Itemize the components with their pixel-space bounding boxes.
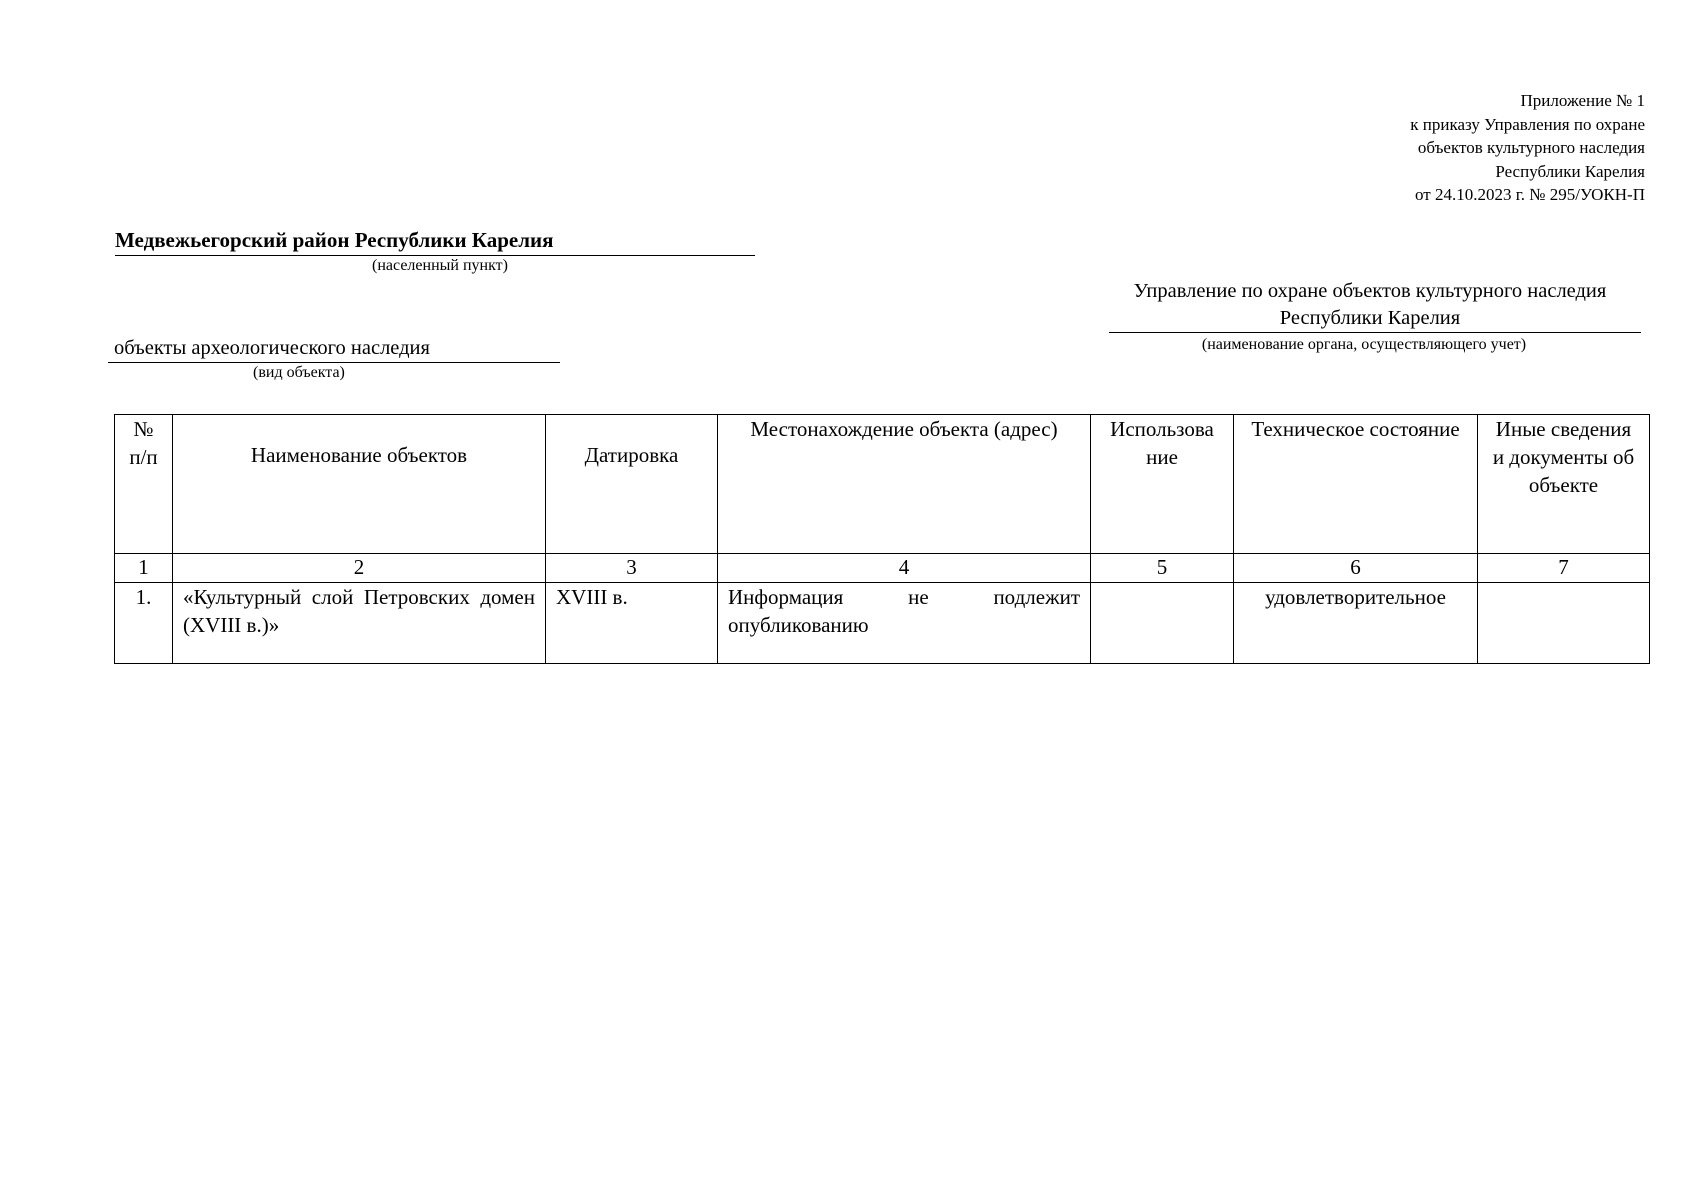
column-number-cell: 5 <box>1091 554 1234 583</box>
cell-number: 1. <box>115 583 173 664</box>
header-cell-usage: Использова ние <box>1091 415 1234 554</box>
column-number-row <box>115 554 1650 583</box>
object-type-caption: (вид объекта) <box>253 364 345 381</box>
cell-other-info <box>1478 583 1650 664</box>
object-type-value: объекты археологического наследия <box>108 335 560 363</box>
cell-condition: удовлетворительное <box>1234 583 1478 664</box>
authority-field <box>1109 278 1641 357</box>
appendix-line: от 24.10.2023 г. № 295/УОКН-П <box>1415 185 1645 204</box>
settlement-caption: (населенный пункт) <box>372 257 508 274</box>
column-number-cell: 3 <box>546 554 718 583</box>
column-number-cell: 7 <box>1478 554 1650 583</box>
objects-register-table <box>114 414 1650 664</box>
header-cell-dating: Датировка <box>546 415 718 554</box>
cell-name: «Культурный слой Петровских домен (XVIII в.)» <box>173 583 546 664</box>
header-cell-number: № п/п <box>115 415 173 554</box>
column-number-cell: 6 <box>1234 554 1478 583</box>
header-cell-other-info: Иные сведения и документы об объекте <box>1478 415 1650 554</box>
appendix-note <box>1410 89 1645 207</box>
cell-dating: XVIII в. <box>546 583 718 664</box>
settlement-value: Медвежьегорский район Республики Карелия <box>115 225 755 256</box>
appendix-line: объектов культурного наследия <box>1417 138 1645 157</box>
table-header-row <box>115 415 1650 554</box>
cell-location: Информация не подлежит опубликованию <box>718 583 1091 664</box>
header-cell-name: Наименование объектов <box>173 415 546 554</box>
header-cell-location: Местонахождение объекта (адрес) <box>718 415 1091 554</box>
appendix-line: Приложение № 1 <box>1520 91 1645 110</box>
table-row <box>115 583 1650 664</box>
table-body <box>115 583 1650 664</box>
column-number-cell: 2 <box>173 554 546 583</box>
header-cell-condition: Техническое состояние <box>1234 415 1478 554</box>
cell-usage <box>1091 583 1234 664</box>
authority-value: Управление по охране объектов культурного наследия Республики Карелия <box>1109 278 1641 333</box>
column-number-cell: 4 <box>718 554 1091 583</box>
object-type-field <box>108 335 560 383</box>
appendix-line: к приказу Управления по охране <box>1410 114 1645 134</box>
column-number-cell: 1 <box>115 554 173 583</box>
authority-caption: (наименование органа, осуществляющего учет) <box>1201 336 1527 353</box>
settlement-field <box>115 225 755 276</box>
appendix-line: Республики Карелия <box>1495 161 1645 181</box>
